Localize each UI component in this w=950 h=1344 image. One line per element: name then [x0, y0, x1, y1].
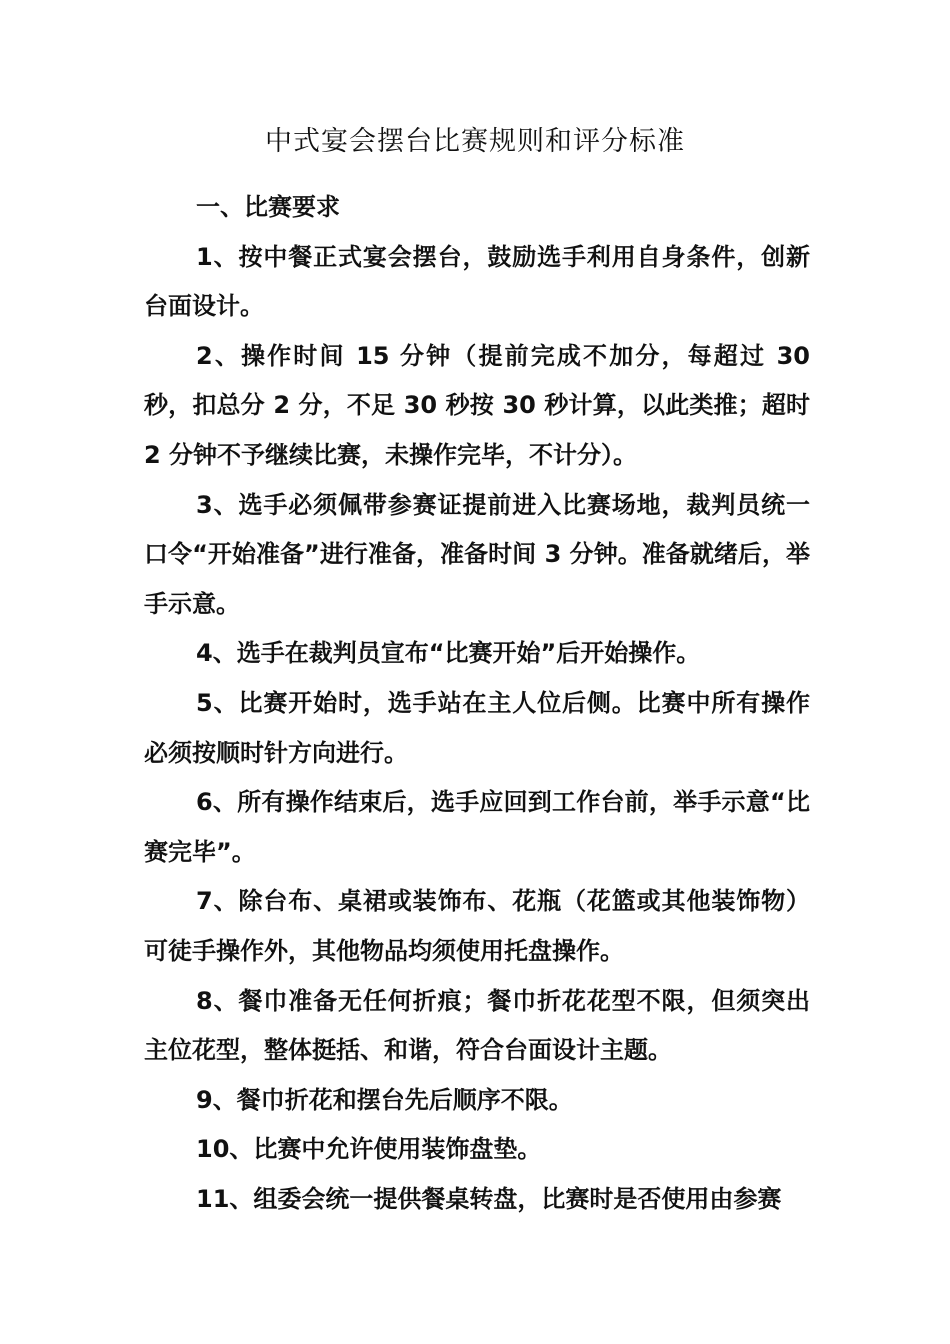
rule-paragraph-6: 6、所有操作结束后，选手应回到工作台前，举手示意“比赛完毕”。	[144, 788, 810, 866]
rule-paragraph-10: 10、比赛中允许使用装饰盘垫。	[196, 1135, 542, 1164]
document-title: 中式宴会摆台比赛规则和评分标准	[265, 126, 685, 157]
rule-paragraph-11: 11、组委会统一提供餐桌转盘，比赛时是否使用由参赛	[196, 1184, 782, 1213]
rule-paragraph-1: 1、按中餐正式宴会摆台，鼓励选手利用自身条件，创新台面设计。	[144, 242, 810, 321]
rule-paragraph-8: 8、餐巾准备无任何折痕；餐巾折花花型不限，但须突出主位花型，整体挺括、和谐，符合台面设计主题。	[144, 986, 810, 1065]
rule-paragraph-2: 2、操作时间 15 分钟（提前完成不加分，每超过 30 秒，扣总分 2 分，不足 30 秒按 30 秒计算，以此类推；超时 2 分钟不予继续比赛，未操作完毕，不计分）。	[144, 341, 810, 469]
rule-paragraph-9: 9、餐巾折花和摆台先后顺序不限。	[196, 1085, 573, 1114]
section-heading: 一、比赛要求	[196, 193, 340, 221]
rule-paragraph-5: 5、比赛开始时，选手站在主人位后侧。比赛中所有操作必须按顺时针方向进行。	[144, 688, 810, 767]
rule-paragraph-3: 3、选手必须佩带参赛证提前进入比赛场地，裁判员统一口令“开始准备”进行准备，准备时间 3 分钟。准备就绪后，举手示意。	[144, 490, 810, 618]
rule-paragraph-7: 7、除台布、桌裙或装饰布、花瓶（花篮或其他装饰物）可徒手操作外，其他物品均须使用托盘操作。	[144, 887, 810, 965]
document-body	[144, 183, 810, 1224]
rule-paragraph-4: 4、选手在裁判员宣布“比赛开始”后开始操作。	[196, 639, 701, 668]
